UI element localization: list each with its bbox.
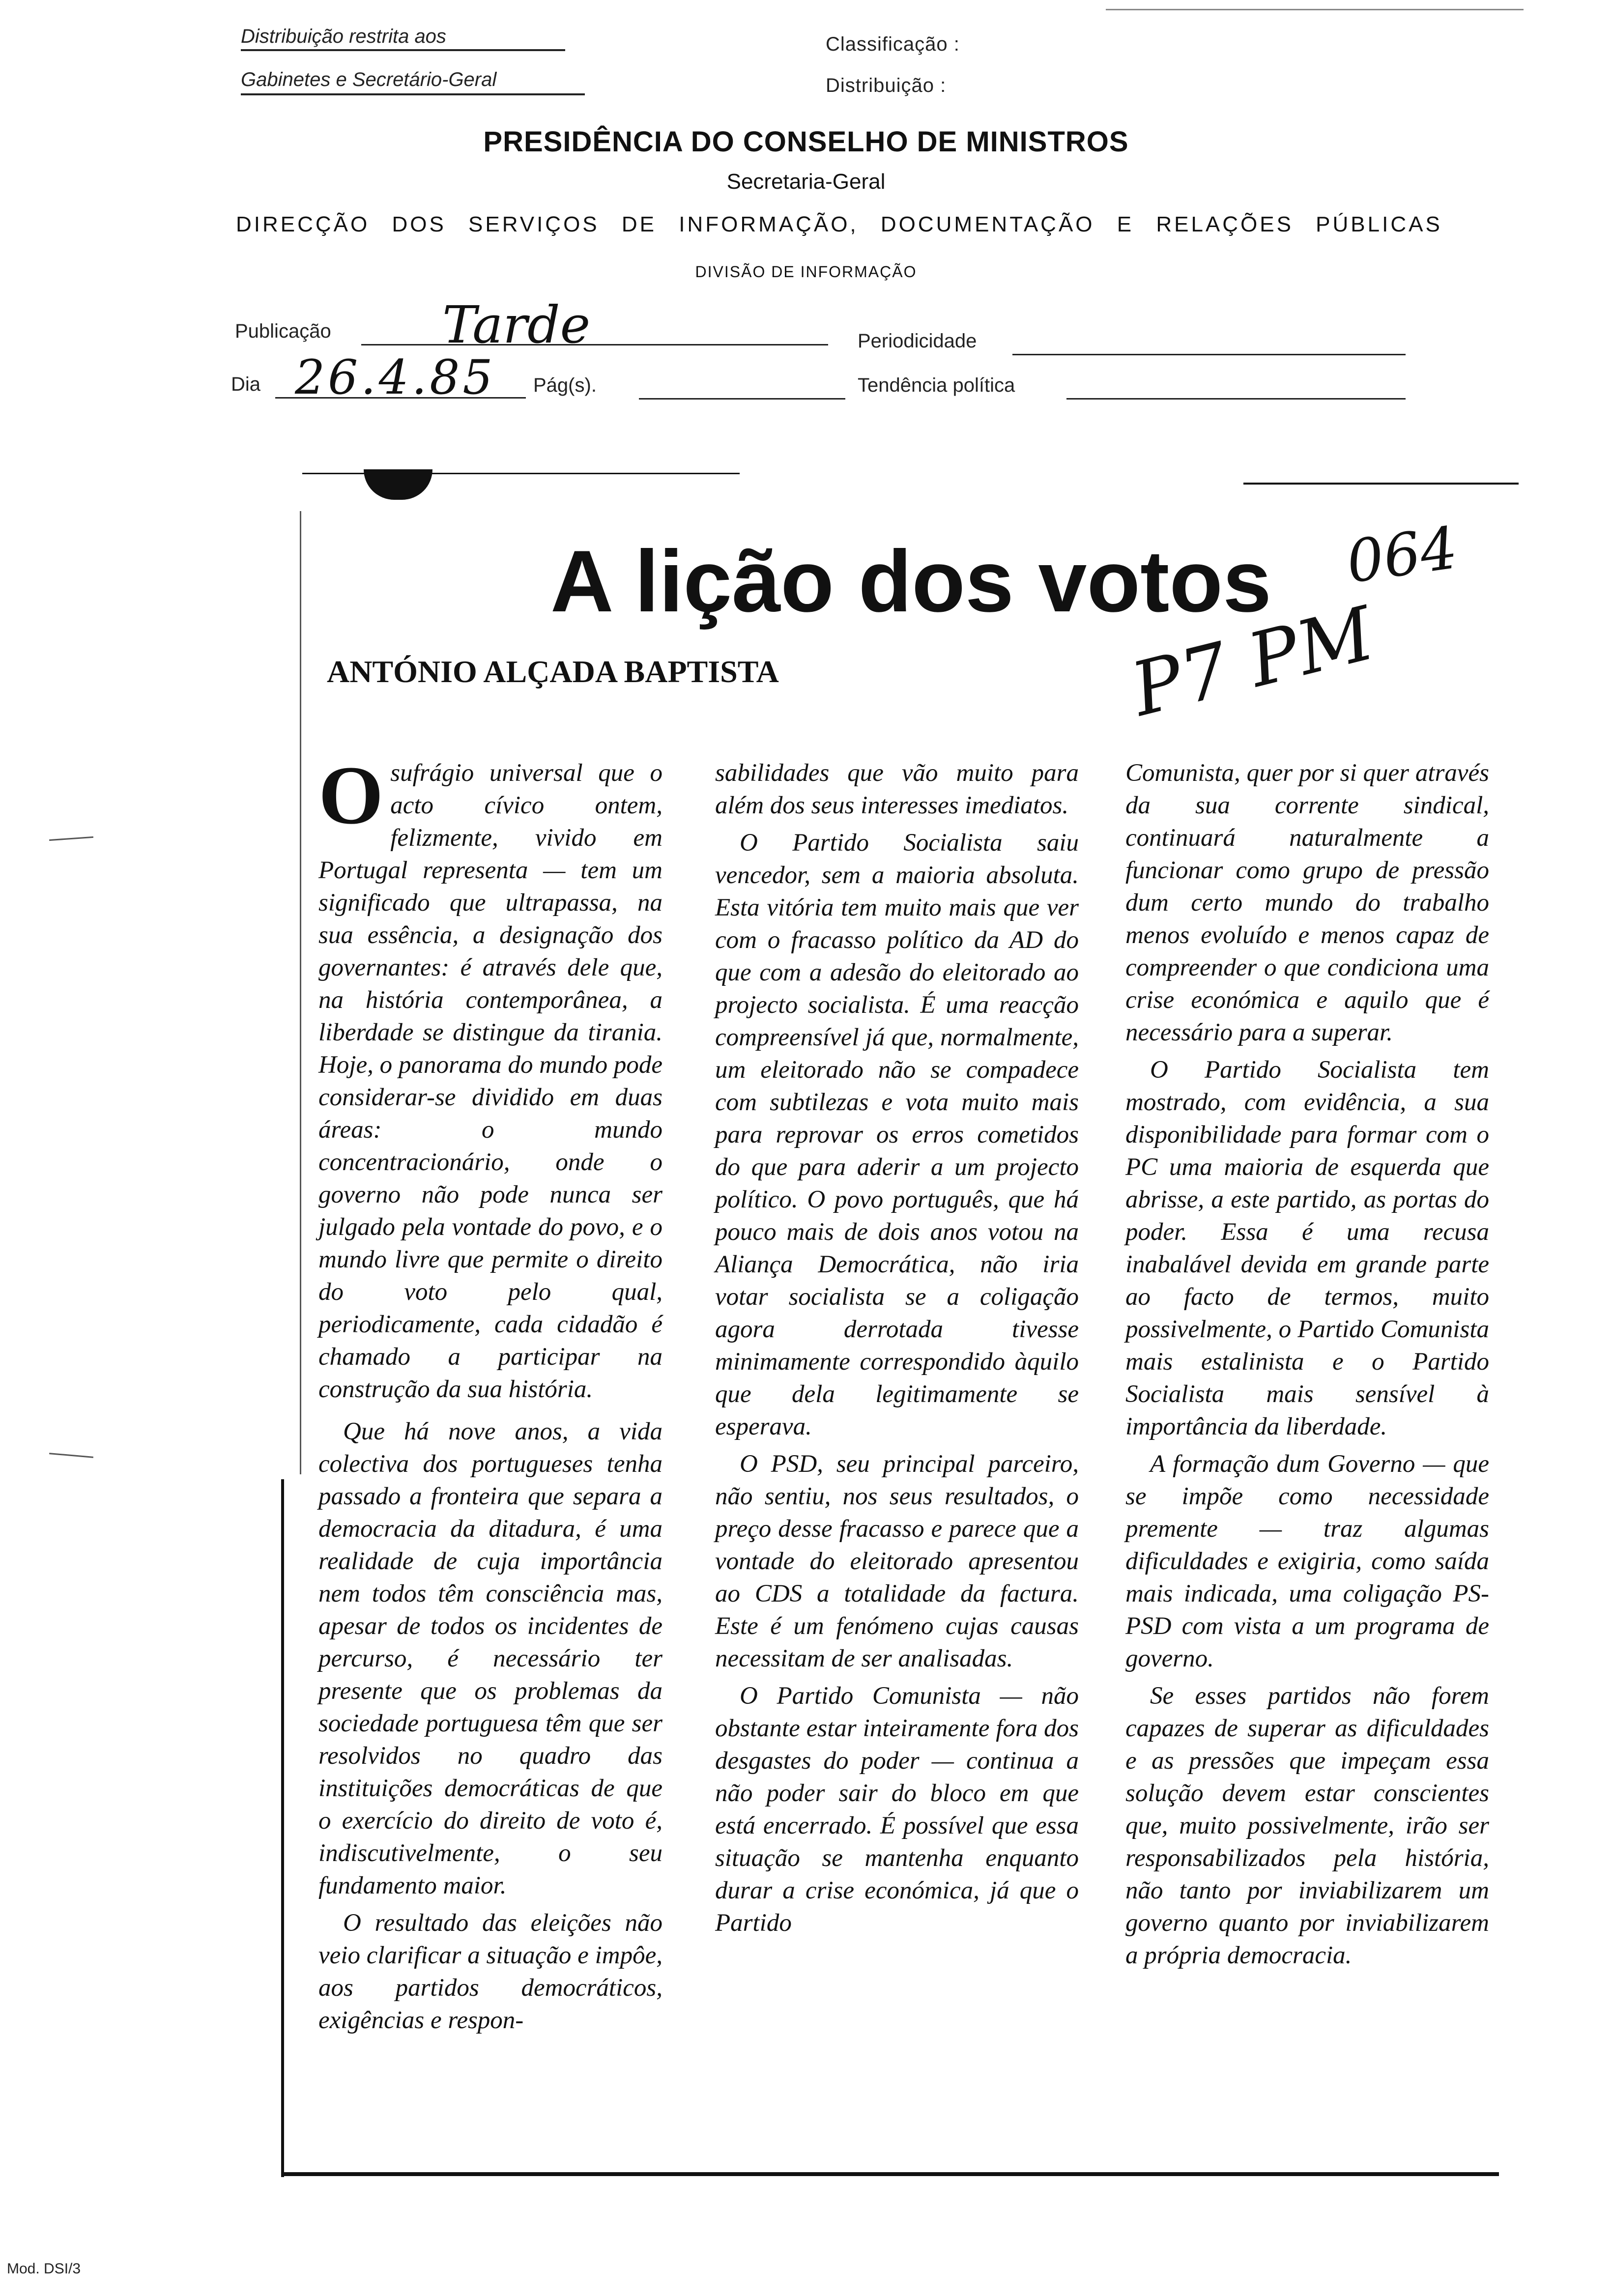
classification-label: Classificação : (826, 33, 960, 55)
day-handwritten: 26.4.85 (295, 350, 496, 405)
ministry-title: PRESIDÊNCIA DO CONSELHO DE MINISTROS (483, 126, 1129, 158)
article-paragraph: O PSD, seu principal parceiro, não sentiu, nos seus resultados, o preço desse fracasso e parece que a vontade do eleitorado apresentou ao CDS a totalidade da factura. Este é um fenómeno cujas causas necessitam de ser analisadas. (715, 1450, 1079, 1672)
article-paragraph: O Partido Comunista — não obstante estar inteiramente fora dos desgastes do poder — continua a não poder sair do bloco em que está encerrado. É possível que essa situação se mantenha enquanto durar a crise económica, já que o Partido (715, 1682, 1079, 1937)
distribution-underline-1 (241, 49, 565, 51)
top-right-rule (1106, 9, 1524, 10)
clip-left-rule (300, 511, 301, 1474)
article-byline: ANTÓNIO ALÇADA BAPTISTA (327, 654, 779, 689)
article-paragraph: O Partido Socialista saiu vencedor, sem a maioria absoluta. Esta vitória tem muito mais que ver com o fracasso político da AD do que com a adesão do eleitorado ao projecto socialista. É uma reacção compreensível já que, normalmente, um eleitorado não se compadece com subtilezas e vota muito mais para reprovar os erros cometidos do que para aderir a um projecto político. O povo português, que há pouco mais de dois anos votou na Aliança Democrática, não iria votar socialista se a coligação agora derrotada tivesse minimamente correspondido àquilo que dela legitimamente se esperava. (715, 829, 1079, 1440)
publication-handwritten: Tarde (442, 295, 591, 355)
article-title: A lição dos votos (550, 532, 1272, 630)
article-column-2 (715, 757, 1079, 1939)
periodicity-label: Periodicidade (858, 330, 977, 352)
article-paragraph: Comunista, quer por si quer através da sua corrente sindical, continuará naturalmente a funcionar como grupo de pressão dum certo mundo do trabalho menos evoluído e menos capaz de compreender o que condiciona uma crise económica e aquilo que é necessário para a superar. (1125, 759, 1489, 1046)
form-model-code: Mod. DSI/3 (7, 2261, 81, 2277)
article-paragraph: O resultado das eleições não veio clarificar a situação e impôe, aos partidos democráticos, exigências e respon- (318, 1909, 662, 2034)
clip-top-rule-right (1243, 483, 1519, 485)
masthead-fragment-icon (364, 469, 432, 500)
publication-line (361, 344, 828, 345)
paragraph-text: sufrágio universal que o acto cívico ontem, felizmente, vivido em Portugal representa — tem um significado que ultrapassa, na sua essência, a designação dos governantes: é através dele que, na história contemporânea, a liberdade se distingue da tirania. Hoje, o panorama do mundo pode considerar-se dividido em duas áreas: o mundo concentracionário, onde o governo não pode nunca ser julgado pela vontade do povo, e o mundo livre que permite o direito do voto pelo qual, periodicamente, cada cidadão é chamado a participar na construção da sua história. (318, 759, 662, 1403)
publication-label: Publicação (235, 320, 331, 342)
pages-line (639, 398, 845, 400)
division-title: DIVISÃO DE INFORMAÇÃO (695, 263, 917, 281)
clip-bottom-rule (283, 2172, 1499, 2176)
directorate-title: DIRECÇÃO DOS SERVIÇOS DE INFORMAÇÃO, DOCUMENTAÇÃO E RELAÇÕES PÚBLICAS (236, 212, 1442, 236)
article-column-3 (1125, 757, 1489, 1972)
secretariat-title: Secretaria-Geral (726, 170, 886, 194)
article-paragraph (318, 749, 662, 1406)
periodicity-line (1012, 354, 1406, 355)
margin-mark (49, 836, 93, 841)
pages-label: Pág(s). (533, 374, 597, 396)
article-paragraph: Que há nove anos, a vida colectiva dos portugueses tenha passado a fronteira que separa a democracia da ditadura, é uma realidade de cuja importância nem todos têm consciência mas, apesar de todos os incidentes de percurso, é necessário ter presente que os problemas da sociedade portuguesa têm que ser resolvidos no quadro das instituições democráticas de que o exercício do direito de voto é, indiscutivelmente, o seu fundamento maior. (318, 1418, 662, 1899)
article-paragraph: Se esses partidos não forem capazes de superar as dificuldades e as pressões que impeçam essa solução devem estar conscientes que, muito possivelmente, irão ser responsabilizados pela história, não tanto por inviabilizarem um governo quanto por inviabilizarem a própria democracia. (1125, 1682, 1489, 1969)
article-paragraph: O Partido Socialista tem mostrado, com evidência, a sua disponibilidade para formar com o PC uma maioria de esquerda que abrisse, a este partido, as portas do poder. Essa é uma recusa inabalável devida em grande parte ao facto de termos, muito possivelmente, o Partido Comunista mais estalinista e o Partido Socialista mais sensível à importância da liberdade. (1125, 1056, 1489, 1440)
political-tendency-label: Tendência política (858, 374, 1015, 396)
drop-cap: O (318, 749, 384, 841)
article-column-1 (318, 749, 662, 2037)
article-paragraph: A formação dum Governo — que se impõe como necessidade premente — traz algumas dificuldades e exigiria, como saída mais indicada, uma coligação PS-PSD com vista a um programa de governo. (1125, 1450, 1489, 1672)
article-paragraph: sabilidades que vão muito para além dos seus interesses imediatos. (715, 759, 1079, 819)
distribution-restriction-line1: Distribuição restrita aos (241, 26, 446, 47)
distribution-restriction-line2: Gabinetes e Secretário-Geral (241, 69, 497, 90)
distribution-label: Distribuição : (826, 75, 947, 96)
day-label: Dia (231, 373, 261, 395)
handwritten-reference-number: 064 (1342, 513, 1462, 597)
distribution-underline-2 (241, 93, 585, 95)
clip-left-rule-lower (281, 1479, 284, 2177)
political-tendency-line (1066, 398, 1406, 400)
handwritten-side-note: P7 PM (1123, 591, 1382, 733)
margin-mark (49, 1453, 93, 1458)
